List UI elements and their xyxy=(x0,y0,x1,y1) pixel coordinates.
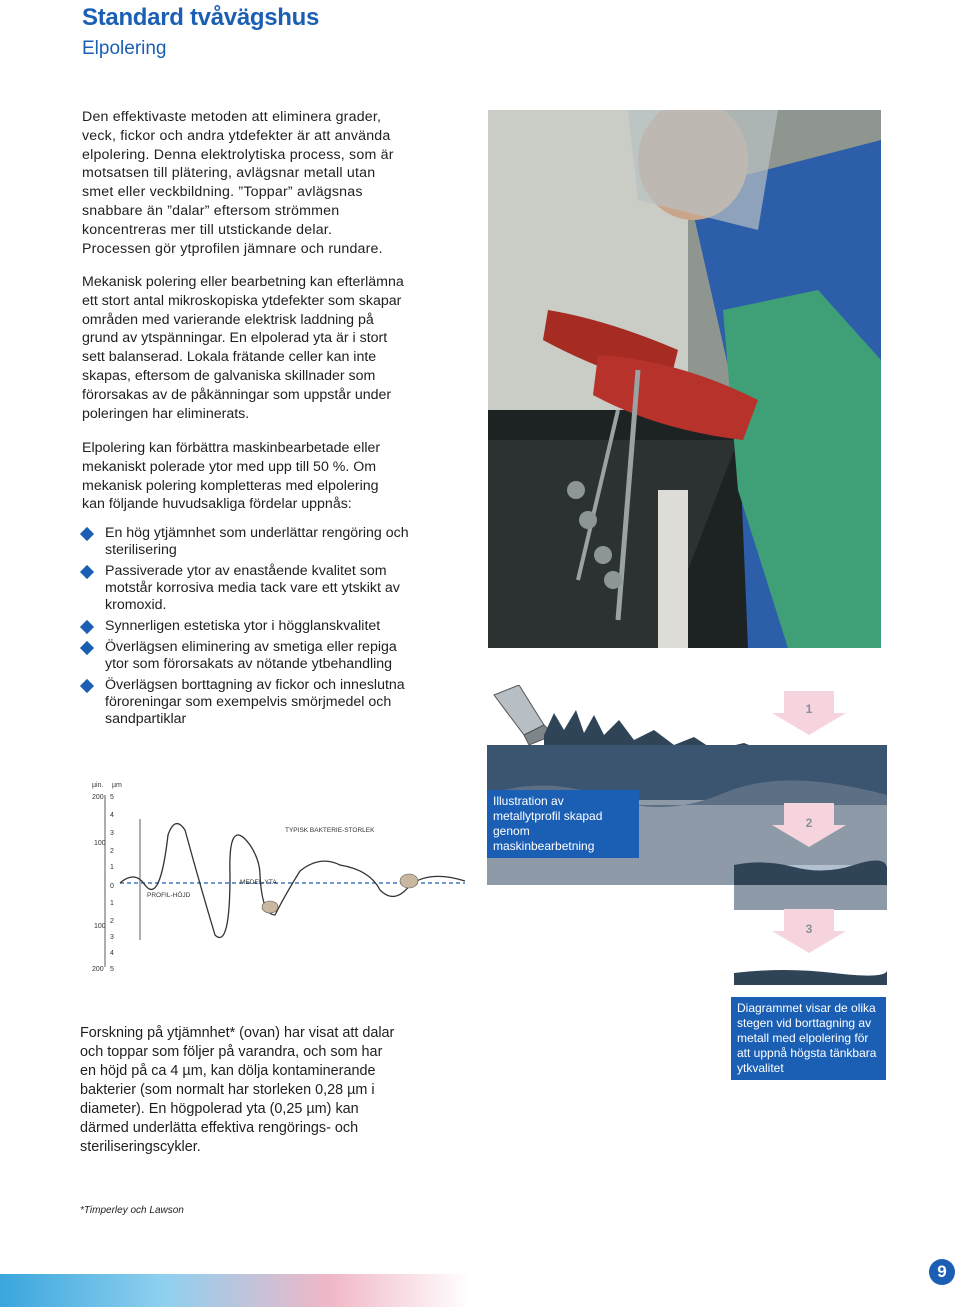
profile-caption: Illustration av metallytprofil skapad genom maskinbearbetning xyxy=(487,790,639,858)
tick-left: 200 xyxy=(92,966,104,973)
surface-profile-chart xyxy=(80,775,470,975)
bullet-diamond-icon xyxy=(80,641,94,655)
step-arrow-3 xyxy=(772,909,846,953)
step-number-2: 2 xyxy=(805,816,813,830)
stages-caption: Diagrammet visar de olika stegen vid borttagning av metall med elpolering för att uppnå högsta tänkbara ytkvalitet xyxy=(731,997,886,1080)
list-item: En hög ytjämnhet som underlättar rengöring och sterilisering xyxy=(82,525,412,559)
intro-paragraph: Den effektivaste metoden att eliminera grader, veck, fickor och andra ytdefekter är att använda elpolering. Denna elektrolytiska process, som är motsatsen till plätering, avlägsnar metall utan smet eller veckbildning. ”Toppar” avlägsnas snabbare än ”dalar” eftersom strömmen koncentreras mer till utstickande delar. Processen gör ytprofilen jämnare och rundare. xyxy=(82,109,394,257)
tick-right: 2 xyxy=(110,918,114,925)
list-item: Överlägsen borttagning av fickor och inneslutna föroreningar som exempelvis smörjmedel och sandpartiklar xyxy=(82,677,412,728)
mean-surface-label: MEDEL-YTA xyxy=(240,879,277,886)
research-paragraph: Forskning på ytjämnhet* (ovan) har visat att dalar och toppar som följer på varandra, och som har en höjd på ca 4 µm, kan dölja kontaminerande bakterier (som normalt har storleken 0,28 µm i diameter). En högpolerad yta (0,25 µm) kan därmed underlätta effektiva rengörings- och steriliseringscykler. xyxy=(80,1025,395,1155)
tick-right: 3 xyxy=(110,830,114,837)
tick-right: 1 xyxy=(110,864,114,871)
list-item: Synnerligen estetiska ytor i högglanskvalitet xyxy=(82,618,412,635)
bacteria-icon xyxy=(262,901,278,913)
benefits-list xyxy=(82,525,412,732)
page-number: 9 xyxy=(929,1259,955,1285)
step-arrow-1 xyxy=(772,691,846,735)
tick-right: 1 xyxy=(110,900,114,907)
step-number-1: 1 xyxy=(805,702,813,716)
tick-right: 2 xyxy=(110,848,114,855)
footnote: *Timperley och Lawson xyxy=(80,1205,184,1216)
electropolishing-photo xyxy=(488,110,881,648)
profile-height-label: PROFIL-HÖJD xyxy=(147,892,191,899)
benefits-intro-paragraph: Elpolering kan förbättra maskinbearbetade eller mekaniskt polerade ytor med upp till 50 %. Om mekanisk polering kompletteras med elpolering kan följande huvudsakliga fördelar uppnås: xyxy=(82,440,381,513)
step-number-3: 3 xyxy=(805,922,813,936)
tick-left: 200 xyxy=(92,794,104,801)
tick-right: 5 xyxy=(110,794,114,801)
tick-right: 4 xyxy=(110,812,114,819)
page-subtitle: Elpolering xyxy=(82,38,167,59)
tick-left: 100 xyxy=(94,923,106,930)
list-item: Överlägsen eliminering av smetiga eller repiga ytor som förorsakats av nötande ytbehandling xyxy=(82,639,412,673)
bullet-diamond-icon xyxy=(80,620,94,634)
unit-right-label: µm xyxy=(112,782,122,789)
bacteria-icon xyxy=(400,874,418,888)
tick-right: 5 xyxy=(110,966,114,973)
mechanical-polishing-paragraph: Mekanisk polering eller bearbetning kan efterlämna ett stort antal mikroskopiska ytdefekter som skapar områden med varierande elektrisk laddning på grund av ytspänningar. En elpolerad yta är i stort sett balanserad. Lokala frätande celler kan inte skapas, eftersom de galvaniska skillnader som förorsakas av de påkänningar som uppstår under poleringen har eliminerats. xyxy=(82,274,404,422)
tick-left: 100 xyxy=(94,840,106,847)
tick-right: 4 xyxy=(110,950,114,957)
bullet-diamond-icon xyxy=(80,679,94,693)
page-title: Standard tvåvägshus xyxy=(82,4,320,31)
tick-right: 3 xyxy=(110,934,114,941)
tick-right: 0 xyxy=(110,883,114,890)
bacteria-size-label: TYPISK BAKTERIE-STORLEK xyxy=(285,827,375,834)
bullet-diamond-icon xyxy=(80,565,94,579)
list-item: Passiverade ytor av enastående kvalitet som motstår korrosiva media tack vare ett ytskikt av kromoxid. xyxy=(82,563,412,614)
footer-gradient-bar xyxy=(0,1274,470,1307)
worker-illustration xyxy=(488,110,881,648)
bullet-diamond-icon xyxy=(80,527,94,541)
unit-left-label: µin. xyxy=(92,782,104,789)
